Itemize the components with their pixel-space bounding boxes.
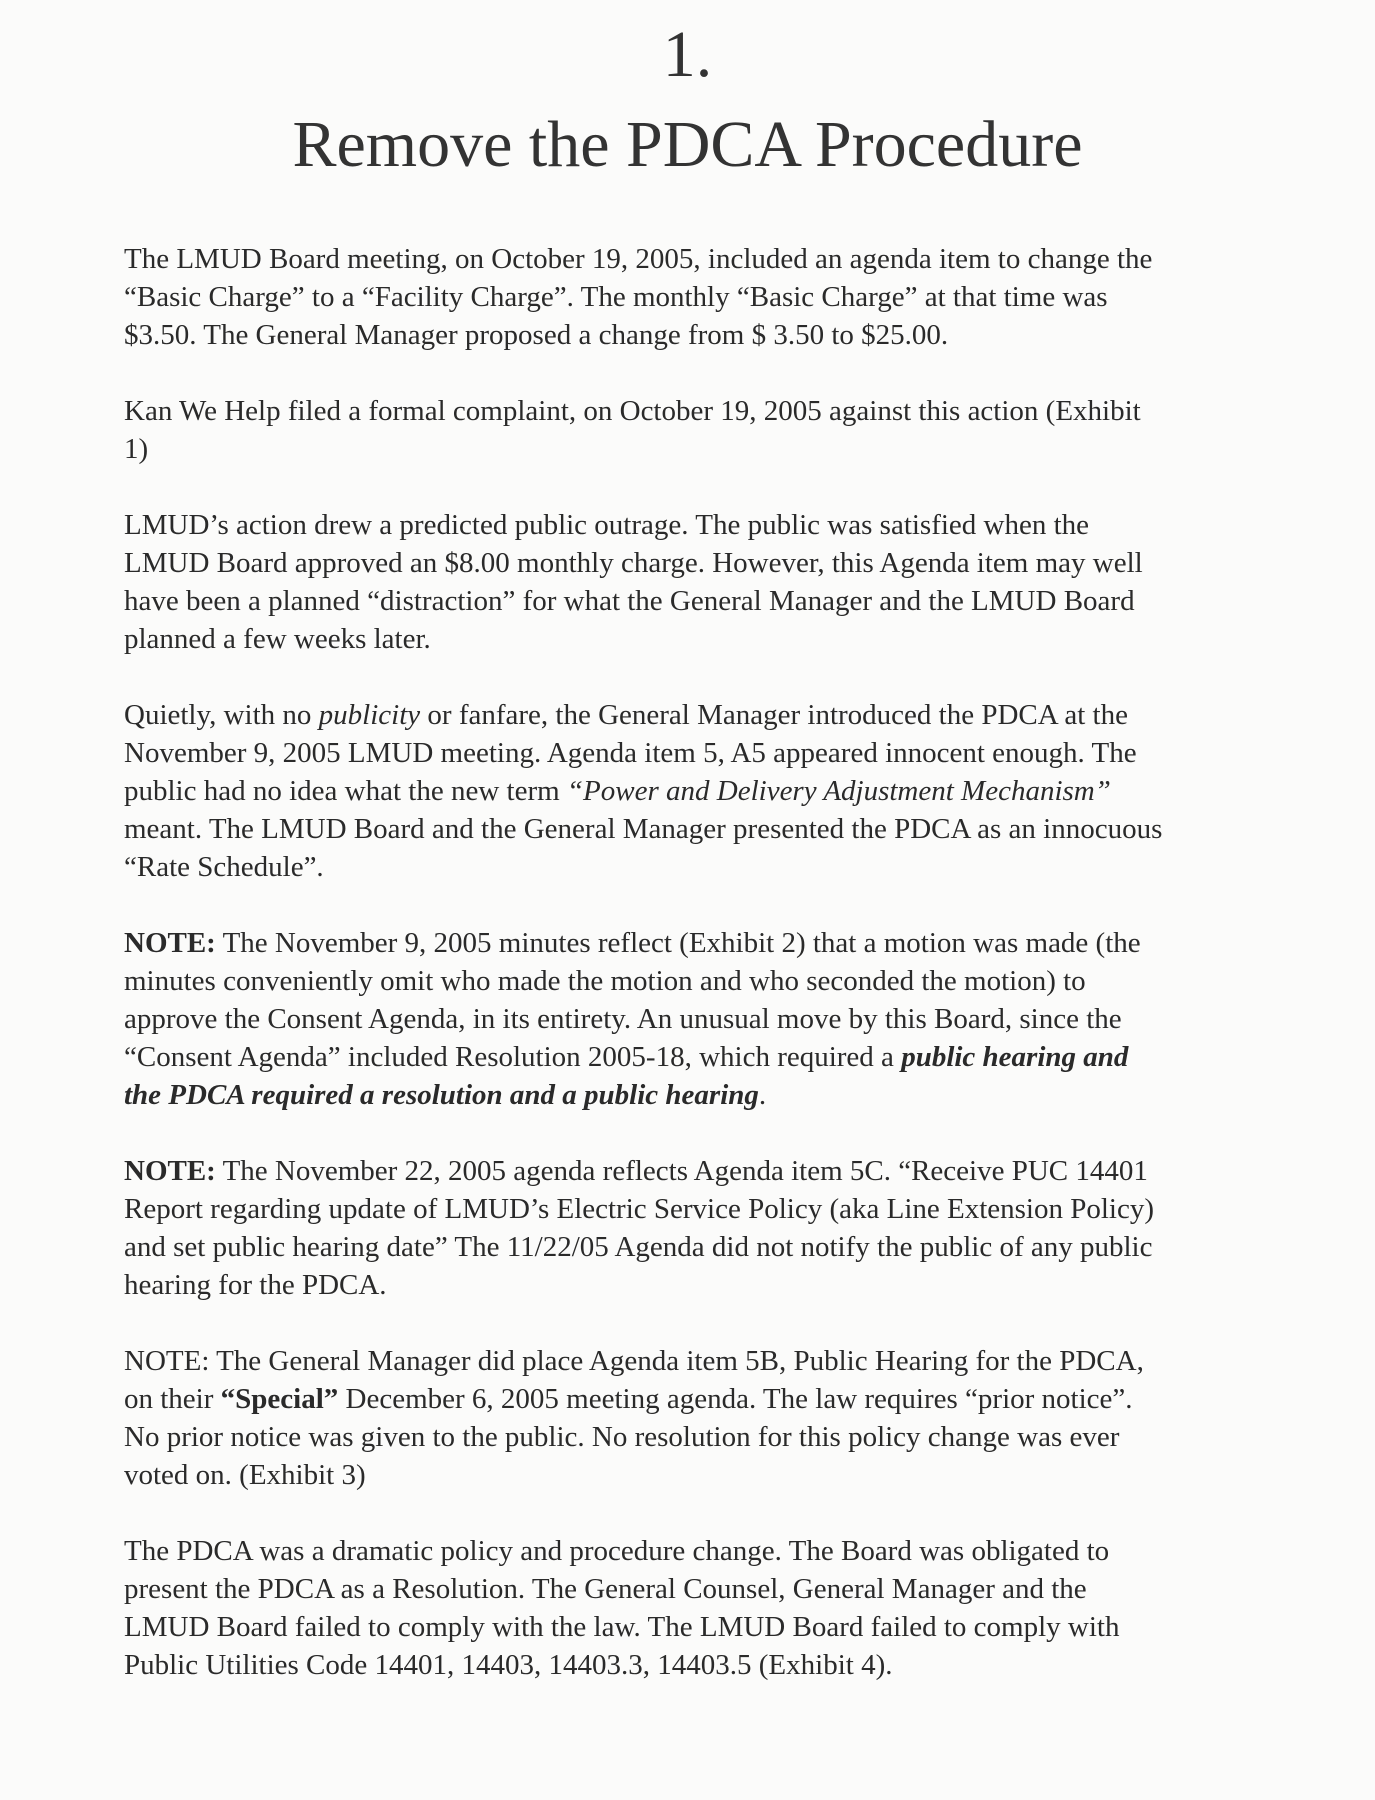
text-line bbox=[124, 1380, 1324, 1418]
text-run: LMUD’s action drew a predicted public outrage. The public was satisfied when the bbox=[124, 509, 1090, 541]
text-line bbox=[124, 772, 1324, 810]
text-line bbox=[124, 620, 1324, 658]
text-line bbox=[124, 506, 1324, 544]
text-line bbox=[124, 240, 1324, 278]
emphasis-text: the PDCA required a resolution and a public hearing bbox=[124, 1079, 759, 1111]
text-run: hearing for the PDCA. bbox=[124, 1269, 387, 1301]
text-line bbox=[124, 1228, 1324, 1266]
text-line bbox=[124, 1076, 1324, 1114]
text-line bbox=[124, 1646, 1324, 1684]
paragraph bbox=[124, 506, 1324, 658]
text-run: . bbox=[758, 1079, 767, 1111]
paragraph bbox=[124, 392, 1324, 468]
text-line bbox=[124, 734, 1324, 772]
paragraph bbox=[124, 1532, 1324, 1684]
text-run: The November 9, 2005 minutes reflect (Exhibit 2) that a motion was made (the bbox=[215, 927, 1141, 959]
text-line bbox=[124, 1342, 1324, 1380]
text-line bbox=[124, 924, 1324, 962]
page-heading bbox=[0, 10, 1375, 190]
text-run: have been a planned “distraction” for what the General Manager and the LMUD Board bbox=[124, 585, 1135, 617]
text-run: meant. The LMUD Board and the General Manager presented the PDCA as an innocuous bbox=[124, 813, 1163, 845]
text-run: 1) bbox=[124, 433, 149, 465]
text-run: November 9, 2005 LMUD meeting. Agenda item 5, A5 appeared innocent enough. The bbox=[124, 737, 1137, 769]
emphasis-text: public hearing and bbox=[901, 1041, 1129, 1073]
text-run: and set public hearing date” The 11/22/05 Agenda did not notify the public of any public bbox=[124, 1231, 1153, 1263]
section-number: 1. bbox=[662, 18, 713, 91]
paragraph bbox=[124, 924, 1324, 1114]
text-run: Quietly, with no bbox=[124, 699, 319, 731]
text-line bbox=[124, 696, 1324, 734]
paragraph bbox=[124, 1152, 1324, 1304]
emphasis-text: “Power and Delivery Adjustment Mechanism” bbox=[566, 775, 1111, 807]
text-line bbox=[124, 582, 1324, 620]
text-run: Report regarding update of LMUD’s Electric Service Policy (aka Line Extension Policy) bbox=[124, 1193, 1155, 1225]
text-run: public had no idea what the new term bbox=[124, 775, 567, 807]
paragraph bbox=[124, 1342, 1324, 1494]
text-run: on their bbox=[124, 1383, 221, 1415]
text-line bbox=[124, 1532, 1324, 1570]
text-run: The PDCA was a dramatic policy and procedure change. The Board was obligated to bbox=[124, 1535, 1110, 1567]
text-run: “Basic Charge” to a “Facility Charge”. The monthly “Basic Charge” at that time was bbox=[124, 281, 1108, 313]
text-line bbox=[124, 1152, 1324, 1190]
text-run: or fanfare, the General Manager introduced the PDCA at the bbox=[420, 699, 1128, 731]
text-run: NOTE: The General Manager did place Agenda item 5B, Public Hearing for the PDCA, bbox=[124, 1345, 1144, 1377]
text-line bbox=[124, 1000, 1324, 1038]
text-line bbox=[124, 1456, 1324, 1494]
paragraph bbox=[124, 696, 1324, 886]
text-run: voted on. (Exhibit 3) bbox=[124, 1459, 366, 1491]
text-line bbox=[124, 316, 1324, 354]
text-line bbox=[124, 1570, 1324, 1608]
text-run: No prior notice was given to the public. No resolution for this policy change was ever bbox=[124, 1421, 1120, 1453]
text-line bbox=[124, 1038, 1324, 1076]
text-run: minutes conveniently omit who made the motion and who seconded the motion) to bbox=[124, 965, 1086, 997]
text-line bbox=[124, 278, 1324, 316]
text-line bbox=[124, 1266, 1324, 1304]
text-run: Kan We Help filed a formal complaint, on October 19, 2005 against this action (Exhibit bbox=[124, 395, 1141, 427]
text-run: $3.50. The General Manager proposed a change from $ 3.50 to $25.00. bbox=[124, 319, 949, 351]
text-run: December 6, 2005 meeting agenda. The law requires “prior notice”. bbox=[338, 1383, 1133, 1415]
text-run: LMUD Board approved an $8.00 monthly charge. However, this Agenda item may well bbox=[124, 547, 1143, 579]
text-run: “Consent Agenda” included Resolution 2005-18, which required a bbox=[124, 1041, 902, 1073]
text-line bbox=[124, 544, 1324, 582]
text-line bbox=[124, 848, 1324, 886]
text-run: planned a few weeks later. bbox=[124, 623, 431, 655]
text-line bbox=[124, 1608, 1324, 1646]
document-body bbox=[124, 240, 1324, 1684]
text-run: approve the Consent Agenda, in its entirety. An unusual move by this Board, since the bbox=[124, 1003, 1122, 1035]
text-run: “Rate Schedule”. bbox=[124, 851, 324, 883]
text-run: The LMUD Board meeting, on October 19, 2005, included an agenda item to change the bbox=[124, 243, 1153, 275]
emphasis-text: publicity bbox=[318, 699, 421, 731]
text-line bbox=[124, 430, 1324, 468]
page-title: Remove the PDCA Procedure bbox=[292, 108, 1083, 181]
text-line bbox=[124, 810, 1324, 848]
text-run: present the PDCA as a Resolution. The General Counsel, General Manager and the bbox=[124, 1573, 1087, 1605]
emphasis-text: “Special” bbox=[220, 1383, 339, 1415]
text-line bbox=[124, 1190, 1324, 1228]
text-line bbox=[124, 392, 1324, 430]
text-run: Public Utilities Code 14401, 14403, 14403.3, 14403.5 (Exhibit 4). bbox=[124, 1649, 893, 1681]
text-run: The November 22, 2005 agenda reflects Agenda item 5C. “Receive PUC 14401 bbox=[215, 1155, 1148, 1187]
text-run: LMUD Board failed to comply with the law. The LMUD Board failed to comply with bbox=[124, 1611, 1120, 1643]
emphasis-text: NOTE: bbox=[124, 1155, 216, 1187]
paragraph bbox=[124, 240, 1324, 354]
text-line bbox=[124, 962, 1324, 1000]
emphasis-text: NOTE: bbox=[124, 927, 216, 959]
text-line bbox=[124, 1418, 1324, 1456]
